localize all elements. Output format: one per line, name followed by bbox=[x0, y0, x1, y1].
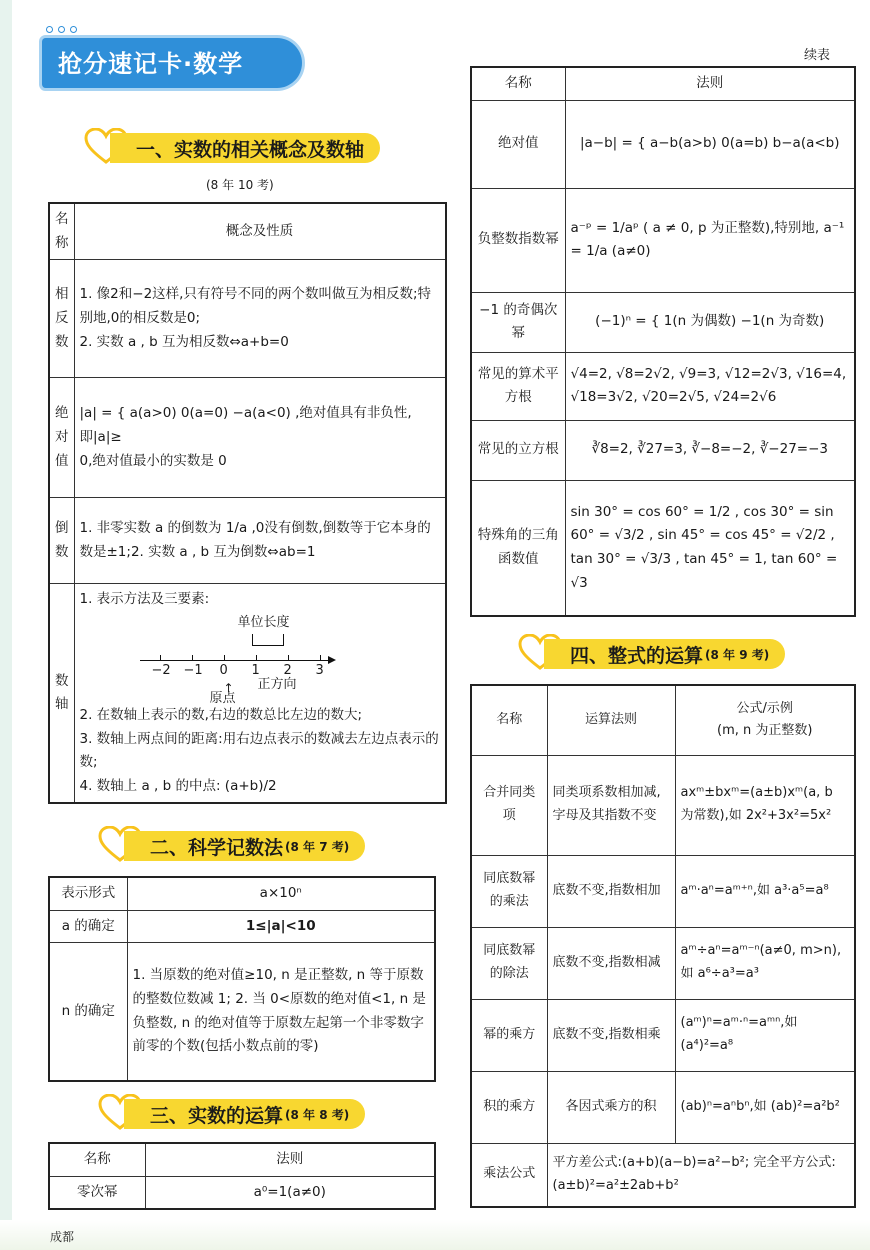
col-header-rule: 法则 bbox=[565, 67, 855, 100]
col-header-concept: 概念及性质 bbox=[74, 203, 446, 260]
section-4-note: (8 年 9 考) bbox=[705, 647, 770, 662]
section-3-note: (8 年 8 考) bbox=[285, 1107, 350, 1122]
neg-one-rule: (−1)ⁿ = { 1(n 为偶数) −1(n 为奇数) bbox=[565, 292, 855, 352]
opposite-line-1: 1. 像2和−2这样,只有符号不同的两个数叫做互为相反数;特别地,0的相反数是0; bbox=[79, 286, 432, 326]
col-header-name: 名称 bbox=[49, 1143, 145, 1176]
combine-rule: 同类项系数相加减,字母及其指数不变 bbox=[547, 755, 675, 855]
combine-formula: axᵐ±bxᵐ=(a±b)xᵐ(a, b 为常数),如 2x²+3x²=5x² bbox=[675, 755, 855, 855]
operations-table-right bbox=[470, 66, 856, 617]
product-rule: 各因式乘方的积 bbox=[547, 1071, 675, 1143]
origin-label: 原点 bbox=[209, 690, 236, 706]
section-4-title: 四、整式的运算 bbox=[570, 644, 704, 667]
product-formula: (ab)ⁿ=aⁿbⁿ,如 (ab)²=a²b² bbox=[675, 1071, 855, 1143]
power-rule: 底数不变,指数相乘 bbox=[547, 999, 675, 1071]
positive-direction-label: 正方向 bbox=[257, 676, 297, 692]
numberline-line-1: 1. 表示方法及三要素: bbox=[79, 591, 210, 608]
tick-label: −2 bbox=[151, 662, 171, 678]
row-name-neg-one: −1 的奇偶次幂 bbox=[471, 292, 565, 352]
row-name-mult: 同底数幂的乘法 bbox=[471, 855, 547, 927]
numberline-line-3: 3. 数轴上两点间的距离:用右边点表示的数减去左边点表示的数; bbox=[79, 730, 439, 771]
section-2-note: (8 年 7 考) bbox=[285, 839, 350, 854]
mult-formula: aᵐ·aⁿ=aᵐ⁺ⁿ,如 a³·a⁵=a⁸ bbox=[675, 855, 855, 927]
axis-arrow-icon bbox=[328, 656, 336, 664]
row-name-zero-power: 零次幂 bbox=[49, 1176, 145, 1209]
row-name-product: 积的乘方 bbox=[471, 1071, 547, 1143]
col-header-rule: 运算法则 bbox=[547, 685, 675, 755]
row-name-combine: 合并同类项 bbox=[471, 755, 547, 855]
up-arrow-icon: ↑ bbox=[223, 680, 234, 695]
numberline-line-2: 2. 在数轴上表示的数,右边的数总比左边的数大; bbox=[79, 706, 363, 723]
continued-label: 续表 bbox=[803, 48, 830, 63]
col-header-name: 名称 bbox=[49, 203, 74, 260]
opposite-line-2: 2. 实数 a , b 互为相反数⇔a+b=0 bbox=[79, 333, 289, 350]
row-name-cbrt: 常见的立方根 bbox=[471, 420, 565, 480]
numberline-line-4: 4. 数轴上 a , b 的中点: (a+b)/2 bbox=[79, 777, 277, 794]
cbrt-rule: ∛8=2, ∛27=3, ∛−8=−2, ∛−27=−3 bbox=[565, 420, 855, 480]
row-name-absolute: 绝对值 bbox=[49, 378, 74, 498]
row-name-trig: 特殊角的三角函数值 bbox=[471, 480, 565, 616]
col-header-formula-note: (m, n 为正整数) bbox=[717, 723, 813, 739]
footer-region: 成都 bbox=[50, 1230, 75, 1244]
page-edge bbox=[0, 0, 12, 1250]
row-name-n: n 的确定 bbox=[49, 943, 127, 1081]
mult-rule: 底数不变,指数相加 bbox=[547, 855, 675, 927]
row-name-abs: 绝对值 bbox=[471, 100, 565, 188]
col-header-formula: 公式/示例 bbox=[736, 700, 793, 716]
operations-table-left bbox=[48, 1142, 436, 1210]
page-title: 抢分速记卡·数学 bbox=[58, 50, 244, 78]
div-rule: 底数不变,指数相减 bbox=[547, 927, 675, 999]
form-value: a×10ⁿ bbox=[127, 877, 435, 910]
unit-length-label: 单位长度 bbox=[237, 614, 290, 630]
section-3-title: 三、实数的运算 bbox=[150, 1104, 284, 1127]
sci-notation-table bbox=[48, 876, 436, 1082]
tick-label: 2 bbox=[283, 662, 292, 678]
row-name-form: 表示形式 bbox=[49, 877, 127, 910]
trig-rule: sin 30° = cos 60° = 1/2 , cos 30° = sin 60° = √3/2 , sin 45° = cos 45° = √2/2 , tan 30° = √3/3 , tan 45° = 1, tan 60° = √3 bbox=[565, 480, 855, 616]
tick-label: −1 bbox=[183, 662, 203, 678]
tick-label: 3 bbox=[315, 662, 324, 678]
abs-rule: |a−b| = { a−b(a>b) 0(a=b) b−a(a<b) bbox=[565, 100, 855, 188]
row-name-a: a 的确定 bbox=[49, 910, 127, 943]
polynomial-table bbox=[470, 684, 856, 1208]
row-name-neg-exp: 负整数指数幂 bbox=[471, 188, 565, 292]
row-name-numberline: 数轴 bbox=[49, 584, 74, 804]
unit-bracket bbox=[252, 634, 284, 646]
row-name-formulas: 乘法公式 bbox=[471, 1143, 547, 1207]
row-name-power: 幂的乘方 bbox=[471, 999, 547, 1071]
banner-dots bbox=[46, 26, 77, 33]
row-name-div: 同底数幂的除法 bbox=[471, 927, 547, 999]
absolute-line-2: 0,绝对值最小的实数是 0 bbox=[79, 452, 227, 469]
section-2-title: 二、科学记数法 bbox=[150, 836, 284, 859]
page-bottom-band bbox=[0, 1220, 870, 1250]
neg-exp-rule: a⁻ᵖ = 1/aᵖ ( a ≠ 0, p 为正整数),特别地, a⁻¹ = 1/a (a≠0) bbox=[565, 188, 855, 292]
div-formula: aᵐ÷aⁿ=aᵐ⁻ⁿ(a≠0, m>n),如 a⁶÷a³=a³ bbox=[675, 927, 855, 999]
tick-label: 0 bbox=[219, 662, 228, 678]
number-line-diagram bbox=[140, 612, 440, 704]
zero-power-rule: a⁰=1(a≠0) bbox=[145, 1176, 435, 1209]
col-header-name: 名称 bbox=[471, 67, 565, 100]
col-header-rule: 法则 bbox=[145, 1143, 435, 1176]
sqrt-rule: √4=2, √8=2√2, √9=3, √12=2√3, √16=4, √18=3√2, √20=2√5, √24=2√6 bbox=[565, 352, 855, 420]
absolute-line-1: |a| = { a(a>0) 0(a=0) −a(a<0) ,绝对值具有非负性,即|a|≥ bbox=[79, 405, 412, 445]
reciprocal-text: 1. 非零实数 a 的倒数为 1/a ,0没有倒数,倒数等于它本身的数是±1;2. 实数 a , b 互为倒数⇔ab=1 bbox=[74, 498, 446, 584]
power-formula: (aᵐ)ⁿ=aᵐ·ⁿ=aᵐⁿ,如 (a⁴)²=a⁸ bbox=[675, 999, 855, 1071]
a-value: 1≤|a|<10 bbox=[127, 910, 435, 943]
row-name-opposite: 相反数 bbox=[49, 260, 74, 378]
row-name-sqrt: 常见的算术平方根 bbox=[471, 352, 565, 420]
section-1-title: 一、实数的相关概念及数轴 bbox=[136, 138, 365, 161]
concept-table bbox=[48, 202, 447, 804]
tick-label: 1 bbox=[251, 662, 260, 678]
n-value: 1. 当原数的绝对值≥10, n 是正整数, n 等于原数的整数位数减 1; 2. 当 0<原数的绝对值<1, n 是负整数, n 的绝对值等于原数左起第一个非零数字前零的个数(包括小数点前的零) bbox=[127, 943, 435, 1081]
row-name-reciprocal: 倒数 bbox=[49, 498, 74, 584]
col-header-name: 名称 bbox=[471, 685, 547, 755]
formulas-text: 平方差公式:(a+b)(a−b)=a²−b²; 完全平方公式:(a±b)²=a²±2ab+b² bbox=[547, 1143, 855, 1207]
section-1-note: (8 年 10 考) bbox=[206, 178, 274, 192]
